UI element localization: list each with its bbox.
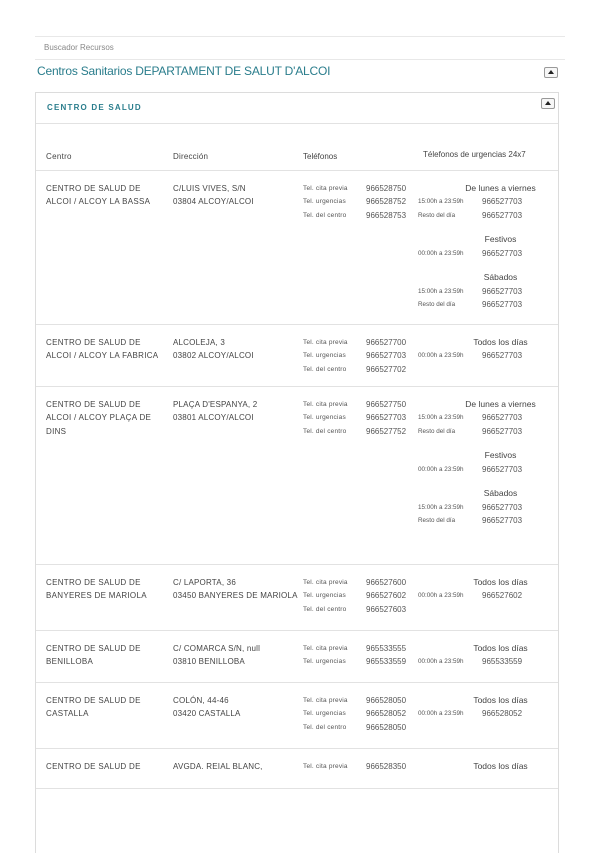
phone-label: Tel. urgencias [303, 198, 346, 205]
table-row [36, 630, 559, 682]
phone-label: Tel. urgencias [303, 414, 346, 421]
phone-label: Tel. urgencias [303, 592, 346, 599]
center-address [173, 630, 303, 682]
phone-label: Tel. del centro [303, 605, 347, 613]
schedule-hours: 00:00h a 23:59h [418, 249, 464, 257]
phone-number[interactable]: 966527703 [366, 413, 407, 422]
emergency-phone-number[interactable]: 965533559 [482, 657, 523, 666]
emergency-schedule [418, 170, 559, 324]
phone-line-cita [303, 576, 423, 590]
schedule-title: Todos los días [473, 694, 528, 705]
address-line: 03450 BANYERES DE MARIOLA [173, 591, 298, 600]
schedule-line [418, 463, 559, 477]
schedule-hours: 00:00h a 23:59h [418, 710, 464, 717]
emergency-schedule [423, 748, 559, 788]
phone-number[interactable]: 966528752 [366, 197, 407, 206]
emergency-schedule [418, 324, 559, 386]
phone-number[interactable]: 965533559 [366, 657, 407, 666]
phone-label: Tel. del centro [303, 365, 347, 373]
phone-label: Tel. del centro [303, 427, 347, 435]
emergency-phone-number[interactable]: 966527703 [482, 502, 523, 512]
phone-number[interactable]: 966528350 [366, 761, 407, 771]
center-address [173, 564, 303, 630]
phone-number[interactable]: 966527602 [366, 591, 407, 600]
schedule-title: Sábados [483, 488, 518, 498]
schedule-title: De lunes a viernes [465, 182, 536, 193]
table-row [36, 324, 559, 386]
address-line: C/ LAPORTA, 36 [173, 577, 236, 587]
emergency-phone-number[interactable]: 966527703 [482, 413, 523, 422]
address-line: COLÓN, 44-46 [173, 695, 229, 705]
emergency-phone-number[interactable]: 966527703 [482, 248, 523, 258]
center-phones [303, 170, 423, 324]
address-line: AVGDA. REIAL BLANC, [173, 761, 263, 771]
phone-number[interactable]: 966527600 [366, 577, 407, 587]
center-phones [303, 682, 423, 748]
schedule-line [418, 589, 559, 603]
center-phones [303, 324, 423, 386]
health-center-panel [35, 92, 559, 853]
schedule-hours: Resto del día [418, 517, 456, 524]
center-name: CENTRO DE SALUD DE BANYERES DE MARIOLA [46, 577, 147, 600]
schedule-line [418, 349, 559, 363]
center-name: CENTRO DE SALUD DE ALCOI / ALCOY LA FABRICA [46, 337, 159, 360]
phone-label: Tel. cita previa [303, 400, 348, 408]
panel-collapse-icon[interactable] [541, 98, 555, 109]
phone-line-cita [303, 398, 423, 412]
emergency-phone-number[interactable]: 966527602 [482, 591, 523, 600]
center-address [173, 748, 303, 788]
phone-line-urg [303, 589, 423, 603]
address-line: C/ COMARCA S/N, null [173, 643, 261, 653]
phone-line-centro [303, 363, 423, 377]
emergency-phone-number[interactable]: 966527703 [482, 351, 523, 360]
phone-line-cita [303, 642, 423, 656]
emergency-schedule [418, 386, 559, 564]
column-header-telefonos: Teléfonos [303, 151, 338, 161]
center-phones [303, 564, 423, 630]
page-container [35, 36, 565, 771]
phone-number[interactable]: 965533555 [366, 643, 407, 653]
schedule-title: Sábados [483, 272, 518, 282]
table-row [36, 682, 559, 748]
schedule-title: Todos los días [473, 642, 528, 653]
phone-line-urg [303, 349, 423, 363]
emergency-phone-number[interactable]: 966527703 [482, 286, 523, 296]
phone-line-urg [303, 411, 423, 425]
phone-number[interactable]: 966528050 [366, 722, 407, 732]
phone-label: Tel. urgencias [303, 658, 346, 665]
phone-line-cita [303, 760, 423, 774]
schedule-hours: Resto del día [418, 301, 456, 308]
center-name: CENTRO DE SALUD DE ALCOI / ALCOY PLAÇA DE DINS [46, 399, 152, 436]
phone-line-cita [303, 336, 423, 350]
address-line: 03420 CASTALLA [173, 709, 241, 718]
schedule-title: Todos los días [473, 576, 528, 587]
emergency-phone-number[interactable]: 966527703 [482, 516, 523, 525]
phone-number[interactable]: 966528050 [366, 695, 407, 705]
column-header-urgencias: Télefonos de urgencias 24x7 [423, 149, 526, 159]
address-line: ALCOLEJA, 3 [173, 337, 226, 347]
schedule-title: Todos los días [473, 760, 528, 771]
schedule-line [418, 514, 559, 528]
emergency-phone-number[interactable]: 966527703 [482, 300, 523, 309]
schedule-hours: Resto del día [418, 211, 456, 219]
phone-label: Tel. cita previa [303, 184, 348, 192]
center-address [173, 324, 303, 386]
center-phones [303, 630, 423, 682]
column-header-direccion: Dirección [173, 151, 209, 161]
address-line: 03804 ALCOY/ALCOI [173, 197, 254, 206]
schedule-hours: 15:00h a 23:59h [418, 414, 464, 421]
phone-number[interactable]: 966527752 [366, 426, 407, 436]
phone-line-centro [303, 425, 423, 439]
schedule-line [418, 425, 559, 439]
phone-label: Tel. del centro [303, 723, 347, 731]
phone-number[interactable]: 966527603 [366, 604, 407, 614]
title-bar [35, 60, 565, 86]
schedule-title: Festivos [484, 450, 517, 460]
phone-number[interactable]: 966528750 [366, 183, 407, 193]
emergency-schedule [418, 630, 559, 682]
schedule-line [418, 501, 559, 515]
address-line: 03810 BENILLOBA [173, 657, 245, 666]
schedule-hours: 00:00h a 23:59h [418, 592, 464, 599]
table-row [36, 386, 559, 564]
phone-number[interactable]: 966528753 [366, 210, 407, 220]
page-title: Centros Sanitarios DEPARTAMENT DE SALUT D'ALCOI [37, 64, 331, 78]
top-bar [35, 36, 565, 60]
schedule-line [418, 195, 559, 209]
table-header-row [36, 124, 559, 170]
health-center-table [36, 124, 559, 789]
column-header-centro: Centro [46, 151, 72, 161]
address-line: C/LUIS VIVES, S/N [173, 183, 246, 193]
center-name: CENTRO DE SALUD DE CASTALLA [46, 695, 141, 718]
panel-header [36, 93, 558, 124]
resource-search-label[interactable]: Buscador Recursos [44, 43, 114, 52]
phone-line-cita [303, 694, 423, 708]
phone-number[interactable]: 966528052 [366, 709, 407, 718]
center-address [173, 386, 303, 564]
phone-label: Tel. cita previa [303, 578, 348, 586]
phone-number[interactable]: 966527702 [366, 364, 407, 374]
table-row [36, 564, 559, 630]
schedule-hours: 00:00h a 23:59h [418, 465, 464, 473]
panel-heading: CENTRO DE SALUD [47, 103, 142, 112]
center-name: CENTRO DE SALUD DE [46, 761, 141, 771]
phone-line-centro [303, 209, 423, 223]
emergency-phone-number[interactable]: 966527703 [482, 464, 523, 474]
schedule-line [418, 411, 559, 425]
collapse-icon[interactable] [544, 67, 558, 78]
schedule-hours: 00:00h a 23:59h [418, 658, 464, 665]
schedule-line [418, 707, 559, 721]
address-line: PLAÇA D'ESPANYA, 2 [173, 399, 258, 409]
phone-label: Tel. urgencias [303, 352, 346, 359]
schedule-hours: 00:00h a 23:59h [418, 352, 464, 359]
schedule-line [418, 209, 559, 223]
schedule-title: De lunes a viernes [465, 398, 536, 409]
table-row [36, 748, 559, 788]
phone-number[interactable]: 966527750 [366, 399, 407, 409]
phone-line-urg [303, 655, 423, 669]
phone-line-cita [303, 182, 423, 196]
center-phones [303, 748, 423, 788]
emergency-schedule [418, 682, 559, 748]
center-address [173, 170, 303, 324]
emergency-phone-number[interactable]: 966527703 [482, 426, 523, 436]
phone-line-urg [303, 195, 423, 209]
phone-label: Tel. cita previa [303, 762, 348, 770]
phone-line-centro [303, 603, 423, 617]
schedule-hours: Resto del día [418, 427, 456, 435]
phone-line-urg [303, 707, 423, 721]
address-line: 03802 ALCOY/ALCOI [173, 351, 254, 360]
center-name: CENTRO DE SALUD DE ALCOI / ALCOY LA BASSA [46, 183, 151, 206]
center-address [173, 682, 303, 748]
phone-label: Tel. cita previa [303, 696, 348, 704]
schedule-hours: 15:00h a 23:59h [418, 503, 464, 511]
table-row [36, 170, 559, 324]
address-line: 03801 ALCOY/ALCOI [173, 413, 254, 422]
schedule-hours: 15:00h a 23:59h [418, 198, 464, 205]
center-name: CENTRO DE SALUD DE BENILLOBA [46, 643, 141, 666]
phone-label: Tel. del centro [303, 211, 347, 219]
schedule-hours: 15:00h a 23:59h [418, 287, 464, 295]
schedule-line [418, 655, 559, 669]
emergency-phone-number[interactable]: 966528052 [482, 709, 523, 718]
phone-label: Tel. urgencias [303, 710, 346, 717]
emergency-phone-number[interactable]: 966527703 [482, 210, 523, 220]
emergency-schedule [418, 564, 559, 630]
schedule-line [418, 285, 559, 299]
schedule-title: Festivos [484, 234, 517, 244]
phone-line-centro [303, 721, 423, 735]
phone-label: Tel. cita previa [303, 644, 348, 652]
emergency-phone-number[interactable]: 966527703 [482, 197, 523, 206]
phone-number[interactable]: 966527700 [366, 337, 407, 347]
phone-label: Tel. cita previa [303, 338, 348, 346]
center-phones [303, 386, 423, 564]
phone-number[interactable]: 966527703 [366, 351, 407, 360]
schedule-line [418, 298, 559, 312]
schedule-line [418, 247, 559, 261]
schedule-title: Todos los días [473, 336, 528, 347]
